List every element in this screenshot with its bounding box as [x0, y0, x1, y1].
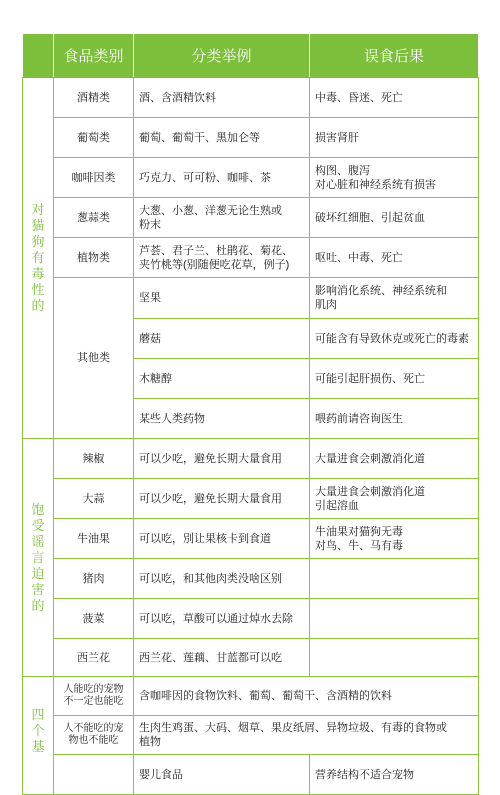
- table-row: [23, 519, 479, 559]
- consequence-line: 牛油果对猫狗无毒: [315, 525, 403, 538]
- category-cell: 大蒜: [54, 479, 134, 519]
- category-cell: 菠菜: [54, 599, 134, 639]
- pet-food-table: [22, 33, 479, 795]
- category-cell: 猪肉: [54, 559, 134, 599]
- consequence-cell: [310, 278, 479, 319]
- table-row: [23, 158, 479, 198]
- table-header-row: [23, 34, 479, 78]
- category-cell: 西兰花: [54, 639, 134, 677]
- table-row: [23, 599, 479, 639]
- category-cell: 葡萄类: [54, 118, 134, 158]
- consequence-line: 构图、腹泻: [315, 164, 370, 177]
- consequence-cell: 呕吐、中毒、死亡: [310, 238, 479, 278]
- category-cell: 其他类: [54, 278, 134, 439]
- category-cell: 葱蒜类: [54, 198, 134, 238]
- category-line: 人能吃的宠物: [63, 684, 124, 695]
- examples-cell: [134, 198, 310, 238]
- consequence-line: 引起溶血: [315, 499, 359, 512]
- examples-line: 夹竹桃等(别随便吃花草，例子): [139, 258, 290, 271]
- consequence-line: 大量进食会刺激消化道: [315, 485, 425, 498]
- table-row: [23, 198, 479, 238]
- category-cell: 辣椒: [54, 439, 134, 479]
- examples-cell: 可以吃，別让果核卡到食道: [134, 519, 310, 559]
- examples-cell: 可以吃，和其他肉类没啥区别: [134, 559, 310, 599]
- examples-cell: 西兰花、莲藕、甘蓝都可以吃: [134, 639, 310, 677]
- table-row: [23, 639, 479, 677]
- header-consequence: 误食后果: [310, 34, 479, 78]
- group-label-toxic: 对 猫 狗 有 毒 性 的: [23, 78, 54, 439]
- category-cell: 酒精类: [54, 78, 134, 118]
- group-label-four: 四 个 基: [23, 677, 54, 795]
- table-row: [23, 677, 479, 716]
- table-row: [23, 118, 479, 158]
- wide-text-cell: 含咖啡因的食物饮料、葡萄、葡萄干、含酒精的饮料: [134, 677, 479, 716]
- consequence-cell: 可能引起肝损伤、死亡: [310, 359, 479, 399]
- category-cell: [54, 755, 134, 795]
- table-row: [23, 559, 479, 599]
- consequence-cell: [310, 639, 479, 677]
- category-cell: [54, 716, 134, 755]
- consequence-line: 对鸟、牛、马有毒: [315, 539, 403, 552]
- wide-text-cell: [134, 716, 479, 755]
- examples-cell: 婴儿食品: [134, 755, 310, 795]
- consequence-cell: 可能含有导致休克或死亡的毒素: [310, 319, 479, 359]
- examples-cell: 可以吃，草酸可以通过焯水去除: [134, 599, 310, 639]
- consequence-cell: 破坏红细胞、引起贫血: [310, 198, 479, 238]
- category-cell: 植物类: [54, 238, 134, 278]
- examples-cell: 蘑菇: [134, 319, 310, 359]
- consequence-line: 影响消化系统、神经系统和: [315, 285, 447, 297]
- examples-cell: 葡萄、葡萄干、黑加仑等: [134, 118, 310, 158]
- table-row: [23, 238, 479, 278]
- category-cell: 咖啡因类: [54, 158, 134, 198]
- wide-text-line: 植物: [139, 736, 161, 748]
- consequence-line: 肌肉: [315, 299, 337, 311]
- examples-cell: 巧克力、可可粉、咖啡、茶: [134, 158, 310, 198]
- table-row: [23, 479, 479, 519]
- consequence-line: 对心脏和神经系统有损害: [315, 178, 436, 191]
- category-line: 人不能吃的宠: [63, 723, 124, 734]
- consequence-cell: [310, 559, 479, 599]
- examples-cell: 可以少吃，避免长期大量食用: [134, 439, 310, 479]
- consequence-cell: [310, 479, 479, 519]
- group-label-rumor: 饱 受 谣 言 迫 害 的: [23, 439, 54, 677]
- examples-cell: 木糖醇: [134, 359, 310, 399]
- examples-line: 芦荟、君子兰、杜鹃花、菊花、: [139, 244, 293, 257]
- category-cell: [54, 677, 134, 716]
- header-group: [23, 34, 54, 78]
- examples-line: 粉末: [139, 218, 161, 231]
- consequence-cell: 大量进食会刺激消化道: [310, 439, 479, 479]
- examples-cell: 某些人类药物: [134, 399, 310, 439]
- examples-cell: 酒、含酒精饮料: [134, 78, 310, 118]
- consequence-cell: 损害肾肝: [310, 118, 479, 158]
- consequence-cell: [310, 519, 479, 559]
- wide-text-line: 生肉生鸡蛋、大码、烟草、果皮纸屑、异物垃圾、有毒的食物或: [139, 722, 447, 734]
- consequence-cell: 营养结构不适合宠物: [310, 755, 479, 795]
- food-table-container: [22, 33, 478, 795]
- table-row: [23, 78, 479, 118]
- consequence-cell: 中毒、昏迷、死亡: [310, 78, 479, 118]
- table-row: [23, 278, 479, 319]
- examples-cell: [134, 238, 310, 278]
- consequence-cell: 喂药前请咨询医生: [310, 399, 479, 439]
- consequence-cell: [310, 599, 479, 639]
- table-row: [23, 716, 479, 755]
- table-row: [23, 755, 479, 795]
- examples-cell: 坚果: [134, 278, 310, 319]
- header-examples: 分类举例: [134, 34, 310, 78]
- examples-line: 大葱、小葱、洋葱无论生熟或: [139, 204, 282, 217]
- category-line: 不一定也能吃: [63, 696, 124, 707]
- examples-cell: 可以少吃，避免长期大量食用: [134, 479, 310, 519]
- category-cell: 牛油果: [54, 519, 134, 559]
- consequence-cell: [310, 158, 479, 198]
- table-row: [23, 439, 479, 479]
- header-category: 食品类别: [54, 34, 134, 78]
- category-line: 物也不能吃: [68, 735, 119, 746]
